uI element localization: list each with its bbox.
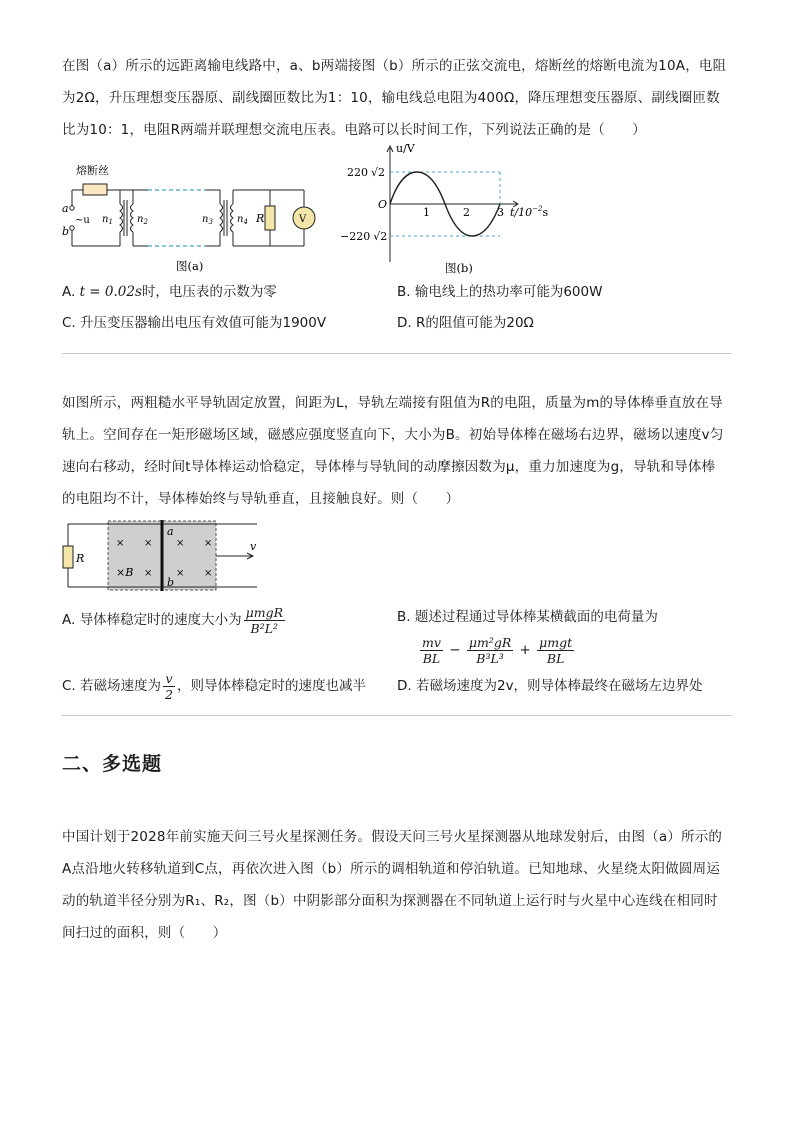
divider-2 <box>62 715 732 716</box>
cross-mark: × <box>116 538 125 549</box>
q1-line-2: 为2Ω，升压理想变压器原、副线圈匝数比为1：10，输电线总电阻为400Ω，降压理想变压器原、副线圈匝数 <box>62 90 720 106</box>
cross-mark: × <box>204 568 213 579</box>
fuse-label: 熔断丝 <box>76 164 109 177</box>
q2-line-2: 轨上。空间存在一矩形磁场区域，磁感应强度竖直向下，大小为B。初始导体棒在磁场右边界，磁场以速度v匀 <box>62 427 724 443</box>
resistor-r-label: R <box>76 552 85 565</box>
y-axis-label: u/V <box>396 142 415 155</box>
q2-b-fraction-3: $\frac{\text{μmgt}}{BL}$ <box>539 634 573 666</box>
q3-line-1: 中国计划于2028年前实施天问三号火星探测任务。假设天问三号火星探测器从地球发射后，由图（a）所示的 <box>62 829 723 845</box>
q2-line-3: 速向右移动，经时间t导体棒运动恰稳定，导体棒与导轨间的动摩擦因数为μ，重力加速度为g，导轨和导体棒 <box>62 459 716 475</box>
y-tick-top: 220 √2 <box>347 166 386 179</box>
q1-figure-b <box>335 140 575 278</box>
resistor-r-label: R <box>256 212 265 225</box>
q2-b-fraction-1: $\frac{mv}{BL}$ <box>422 634 441 666</box>
section-title: 二、多选题 <box>62 753 163 775</box>
cross-mark: × <box>176 568 185 579</box>
cross-mark: × <box>204 538 213 549</box>
q2-c-fraction: $\frac{v}{2}$ <box>165 670 173 702</box>
x-tick-2: 2 <box>463 206 470 219</box>
x-tick-1: 1 <box>423 206 430 219</box>
q1-option-a[interactable]: A. t = 0.02s时，电压表的示数为零 <box>62 284 277 300</box>
q2-b-fraction-2: $\frac{\text{μm²gR}}{\text{B³L³}}$ <box>468 634 512 666</box>
q1-figure-a <box>58 160 318 275</box>
n2-label: $n_2$ <box>137 214 148 226</box>
terminal-a-label: a <box>62 202 69 215</box>
q2-line-1: 如图所示，两粗糙水平导轨固定放置，间距为L，导轨左端接有阻值为R的电阻，质量为m的导体棒垂直放在导 <box>62 395 723 411</box>
q2-line-4: 的电阻均不计，导体棒始终与导轨垂直，且接触良好。则（ ） <box>62 491 460 507</box>
divider-1 <box>62 353 732 354</box>
q1-option-a-math: t = 0.02s <box>79 284 142 300</box>
q3-line-3: 动的轨道半径分别为R₁、R₂，图（b）中阴影部分面积为探测器在不同轨道上运行时与火星中心连线在相同时 <box>62 893 718 909</box>
y-tick-bottom: −220 √2 <box>340 230 388 243</box>
q2-option-c[interactable]: C. 若磁场速度为 $\frac{v}{2}$ ，则导体棒稳定时的速度也减半 <box>62 670 366 702</box>
q2-figure <box>62 518 272 596</box>
q2-a-fraction: $\frac{\text{μmgR}}{\text{B²L²}}$ <box>245 604 283 636</box>
velocity-v-label: v <box>250 540 257 553</box>
q2-option-d[interactable]: D. 若磁场速度为2v，则导体棒最终在磁场左边界处 <box>397 678 703 694</box>
cross-mark: × <box>176 538 185 549</box>
q3-line-4: 间扫过的面积，则（ ） <box>62 925 227 941</box>
fig-b-caption: 图(b) <box>445 261 473 275</box>
source-u-label: ~u <box>75 215 90 226</box>
field-b-label: ×B <box>116 566 134 579</box>
x-axis-label: $t/10^{-2}s$ <box>510 205 549 219</box>
n3-label: $n_3$ <box>202 214 213 226</box>
q2-stem <box>62 387 732 515</box>
q1-option-c[interactable]: C. 升压变压器输出电压有效值可能为1900V <box>62 315 327 331</box>
q1-line-3: 比为10：1，电阻R两端并联理想交流电压表。电路可以长时间工作，下列说法正确的是（ ） <box>62 122 646 138</box>
cross-mark: × <box>144 538 153 549</box>
q3-line-2: A点沿地火转移轨道到C点，再依次进入图（b）所示的调相轨道和停泊轨道。已知地球、火星绕太阳做圆周运 <box>62 861 721 877</box>
rod-end-b-label: b <box>167 576 175 589</box>
q1-stem <box>62 50 732 146</box>
q2-option-b-formula: $\frac{mv}{BL}$ − $\frac{\text{μm²gR}}{\text{B³L³}}$ + $\frac{\text{μmgt}}{BL}$ <box>422 634 573 666</box>
n4-label: $n_4$ <box>237 214 248 226</box>
fig-a-caption: 图(a) <box>176 259 204 273</box>
terminal-b-label: b <box>62 225 70 238</box>
fuse-icon <box>83 184 107 195</box>
n1-label: $n_1$ <box>102 214 113 226</box>
q1-option-b[interactable]: B. 输电线上的热功率可能为600W <box>397 284 603 300</box>
q2-option-a[interactable]: A. 导体棒稳定时的速度大小为 $\frac{\text{μmgR}}{\text{B²L²}}$ <box>62 604 283 636</box>
q1-line-1: 在图（a）所示的远距离输电线路中，a、b两端接图（b）所示的正弦交流电，熔断丝的熔断电流为10A，电阻 <box>62 58 727 74</box>
rod-end-a-label: a <box>167 525 174 538</box>
q2-option-b[interactable]: B. 题述过程通过导体棒某横截面的电荷量为 <box>397 609 658 625</box>
q3-stem <box>62 821 732 949</box>
q1-option-d[interactable]: D. R的阻值可能为20Ω <box>397 315 534 331</box>
resistor-icon <box>63 546 73 568</box>
voltmeter-icon: V <box>299 214 307 225</box>
origin-label: O <box>378 198 388 211</box>
x-tick-3: 3 <box>497 206 504 219</box>
cross-mark: × <box>144 568 153 579</box>
